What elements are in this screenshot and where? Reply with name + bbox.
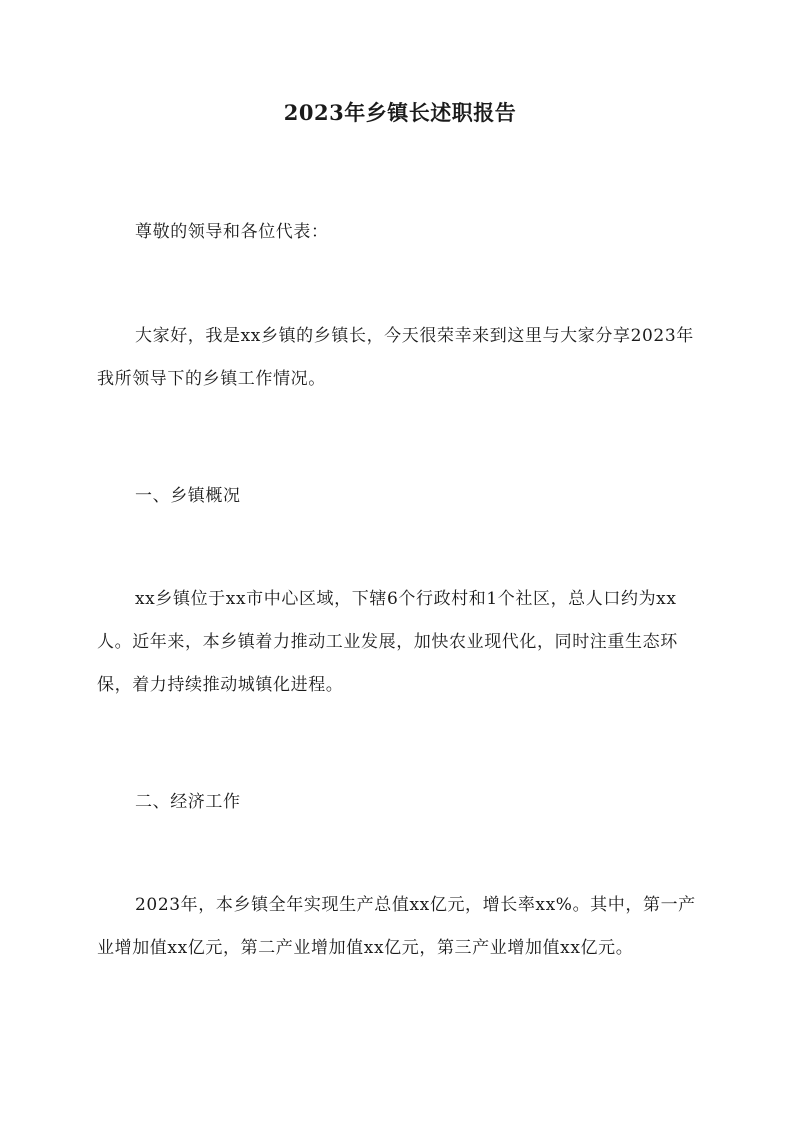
section-body-economy: 2023年，本乡镇全年实现生产总值xx亿元，增长率xx%。其中，第一产业增加值xx亿元，第二产业增加值xx亿元，第三产业增加值xx亿元。 [97, 895, 696, 958]
section-body-overview: xx乡镇位于xx市中心区域，下辖6个行政村和1个社区，总人口约为xx人。近年来，本乡镇着力推动工业发展，加快农业现代化，同时注重生态环保，着力持续推动城镇化进程。 [97, 589, 678, 695]
section-heading-economy: 二、经济工作 [135, 792, 241, 812]
salutation: 尊敬的领导和各位代表： [135, 222, 329, 242]
document-title: 2023年乡镇长述职报告 [283, 100, 517, 125]
section-heading-overview: 一、乡镇概况 [135, 486, 241, 506]
intro-paragraph: 大家好，我是xx乡镇的乡镇长，今天很荣幸来到这里与大家分享2023年我所领导下的乡镇工作情况。 [97, 326, 694, 389]
